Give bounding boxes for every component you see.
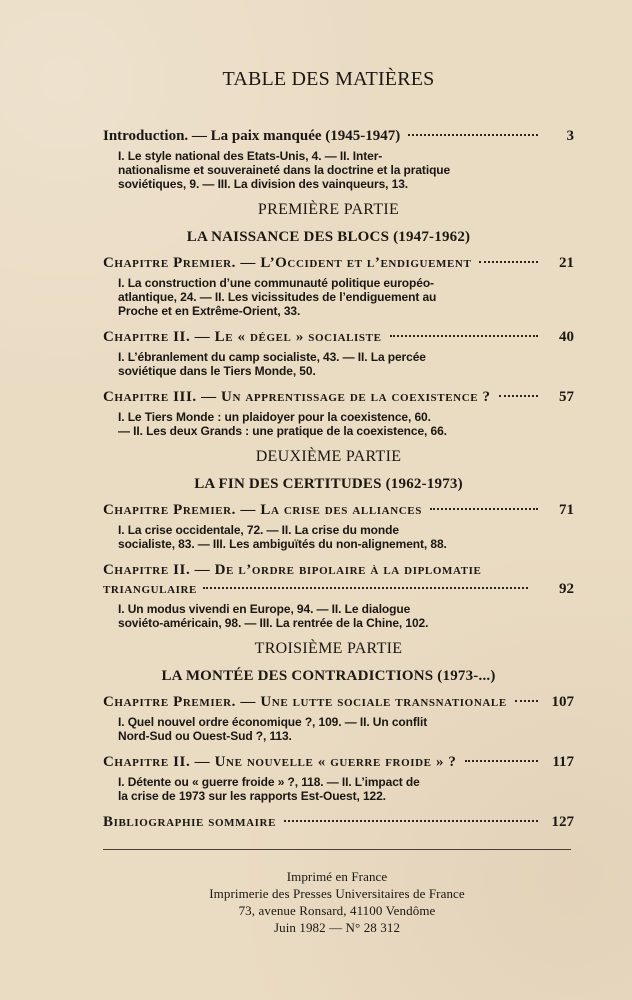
part-1-heading (103, 201, 554, 246)
part-3-chapter-2-page-number: 117 (552, 754, 574, 770)
part-1-chapter-2-line (103, 328, 574, 346)
intro-details (118, 149, 574, 191)
part-3-chapter-1-page-number: 107 (551, 694, 574, 710)
imprint-line-1: Imprimé en France (286, 869, 388, 884)
part-1-chapter-1-details (118, 276, 574, 318)
part-2-chapter-1-detail-line-1: I. La crise occidentale, 72. — II. La crise du monde (118, 523, 399, 537)
part-1-chapter-1-page-number: 21 (559, 255, 574, 271)
intro-detail-line-1: I. Le style national des Etats-Unis, 4. — II. Inter- (118, 149, 383, 163)
page-title: TABLE DES MATIÈRES (222, 68, 435, 90)
dot-leader (430, 508, 538, 510)
part-3-chapter-2-label: Chapitre II. — Une nouvelle « guerre froide » ? (103, 754, 457, 770)
part-2-chapter-1-page-number: 71 (559, 502, 574, 518)
bibliography-line (103, 813, 574, 831)
part-1-chapter-2-detail-line-2: soviétique dans le Tiers Monde, 50. (118, 364, 316, 378)
part-3-chapter-2-line (103, 753, 574, 771)
dot-leader (284, 820, 538, 822)
part-1-chapter-2-detail-line-1: I. L’ébranlement du camp socialiste, 43. — II. La percée (118, 350, 426, 364)
part-3-chapter-2-details (118, 775, 574, 803)
part-2-label: DEUXIÈME PARTIE (255, 448, 402, 465)
part-1-chapter-2-page-number: 40 (559, 329, 574, 345)
part-1-chapter-3-label: Chapitre III. — Un apprentissage de la coexistence ? (103, 389, 491, 405)
dot-leader (390, 335, 538, 337)
part-1-title: LA NAISSANCE DES BLOCS (1947-1962) (186, 229, 471, 245)
part-1-chapter-3-detail-line-2: — II. Les deux Grands : une pratique de la coexistence, 66. (118, 424, 447, 438)
part-2-chapter-2-title-line-2: triangulaire (103, 581, 197, 597)
intro-line (103, 127, 574, 145)
part-2-chapter-2-entry (103, 561, 574, 630)
dot-leader (499, 395, 538, 397)
part-3-chapter-1-line (103, 693, 574, 711)
part-2-chapter-2-title-line-2-wrapper (103, 580, 536, 598)
part-3-heading (103, 640, 554, 685)
part-3-chapter-1-label: Chapitre Premier. — Une lutte sociale transnationale (103, 694, 507, 710)
part-3-title: LA MONTÉE DES CONTRADICTIONS (1973-...) (161, 668, 496, 684)
part-2-chapter-2-detail-line-1: I. Un modus vivendi en Europe, 94. — II. Le dialogue (118, 602, 411, 616)
intro-entry (103, 127, 574, 191)
part-2-heading (103, 448, 554, 493)
part-2-chapter-2-detail-line-2: soviéto-américain, 98. — III. La rentrée de la Chine, 102. (118, 616, 429, 630)
part-2-chapter-1-detail-line-2: socialiste, 83. — III. Les ambiguïtés du non-alignement, 88. (118, 537, 447, 551)
dot-leader (515, 700, 538, 702)
part-1-chapter-1-detail-line-3: Proche et en Extrême-Orient, 33. (118, 304, 301, 318)
part-1-chapter-2-label: Chapitre II. — Le « dégel » socialiste (103, 329, 382, 345)
imprint-line-4: Juin 1982 — N° 28 312 (273, 920, 401, 935)
part-1-chapter-2-details (118, 350, 574, 378)
dot-leader (408, 134, 538, 136)
part-3-chapter-1-entry (103, 693, 574, 743)
part-1-chapter-1-label: Chapitre Premier. — L’Occident et l’endiguement (103, 255, 472, 271)
part-3-chapter-1-details (118, 715, 574, 743)
part-2-title: LA FIN DES CERTITUDES (1962-1973) (194, 476, 463, 492)
part-1-chapter-3-line (103, 388, 574, 406)
bibliography-label: Bibliographie sommaire (103, 814, 277, 830)
part-2-chapter-1-line (103, 501, 574, 519)
part-1-label: PREMIÈRE PARTIE (257, 201, 400, 218)
part-2-chapter-2-details (118, 602, 574, 630)
part-3-chapter-2-detail-line-2: la crise de 1973 sur les rapports Est-Ouest, 122. (118, 789, 386, 803)
part-1-chapter-1-detail-line-2: atlantique, 24. — II. Les vicissitudes de l’endiguement au (118, 290, 437, 304)
part-2-chapter-2-title-line-1: Chapitre II. — De l’ordre bipolaire à la diplomatie (103, 562, 482, 578)
part-3-chapter-1-detail-line-1: I. Quel nouvel ordre économique ?, 109. — II. Un conflit (118, 715, 428, 729)
intro-label: Introduction. — La paix manquée (1945-1947) (103, 128, 401, 144)
part-1-chapter-1-detail-line-1: I. La construction d’une communauté politique européo- (118, 276, 434, 290)
part-3-chapter-2-entry (103, 753, 574, 803)
part-3-label: TROISIÈME PARTIE (254, 640, 403, 657)
part-1-chapter-3-details (118, 410, 574, 438)
part-3-chapter-1-detail-line-2: Nord-Sud ou Ouest-Sud ?, 113. (118, 729, 292, 743)
part-2-chapter-2-page-number: 92 (559, 581, 574, 597)
part-1-chapter-3-page-number: 57 (559, 389, 574, 405)
bibliography-entry (103, 813, 574, 831)
footer-divider (103, 849, 571, 850)
bibliography-page-number: 127 (551, 814, 574, 830)
part-1-chapter-1-entry (103, 254, 574, 318)
part-2-chapter-1-details (118, 523, 574, 551)
intro-detail-line-2: nationalisme et souveraineté dans la doctrine et la pratique (118, 163, 451, 177)
intro-page-number: 3 (566, 128, 574, 144)
part-2-chapter-2-title-block (103, 561, 536, 598)
imprint-line-3: 73, avenue Ronsard, 41100 Vendôme (238, 903, 436, 918)
part-1-chapter-3-detail-line-1: I. Le Tiers Monde : un plaidoyer pour la coexistence, 60. (118, 410, 431, 424)
intro-detail-line-3: soviétiques, 9. — III. La division des vainqueurs, 13. (118, 177, 409, 191)
dot-leader (479, 261, 538, 263)
part-2-chapter-2-line (103, 561, 574, 598)
part-2-chapter-1-label: Chapitre Premier. — La crise des alliances (103, 502, 422, 518)
part-1-chapter-1-line (103, 254, 574, 272)
printer-imprint (103, 868, 571, 936)
part-2-chapter-1-entry (103, 501, 574, 551)
dot-leader (203, 587, 528, 589)
imprint-line-2: Imprimerie des Presses Universitaires de France (209, 886, 465, 901)
part-1-chapter-2-entry (103, 328, 574, 378)
dot-leader (465, 760, 538, 762)
part-3-chapter-2-detail-line-1: I. Détente ou « guerre froide » ?, 118. — II. L’impact de (118, 775, 420, 789)
part-1-chapter-3-entry (103, 388, 574, 438)
